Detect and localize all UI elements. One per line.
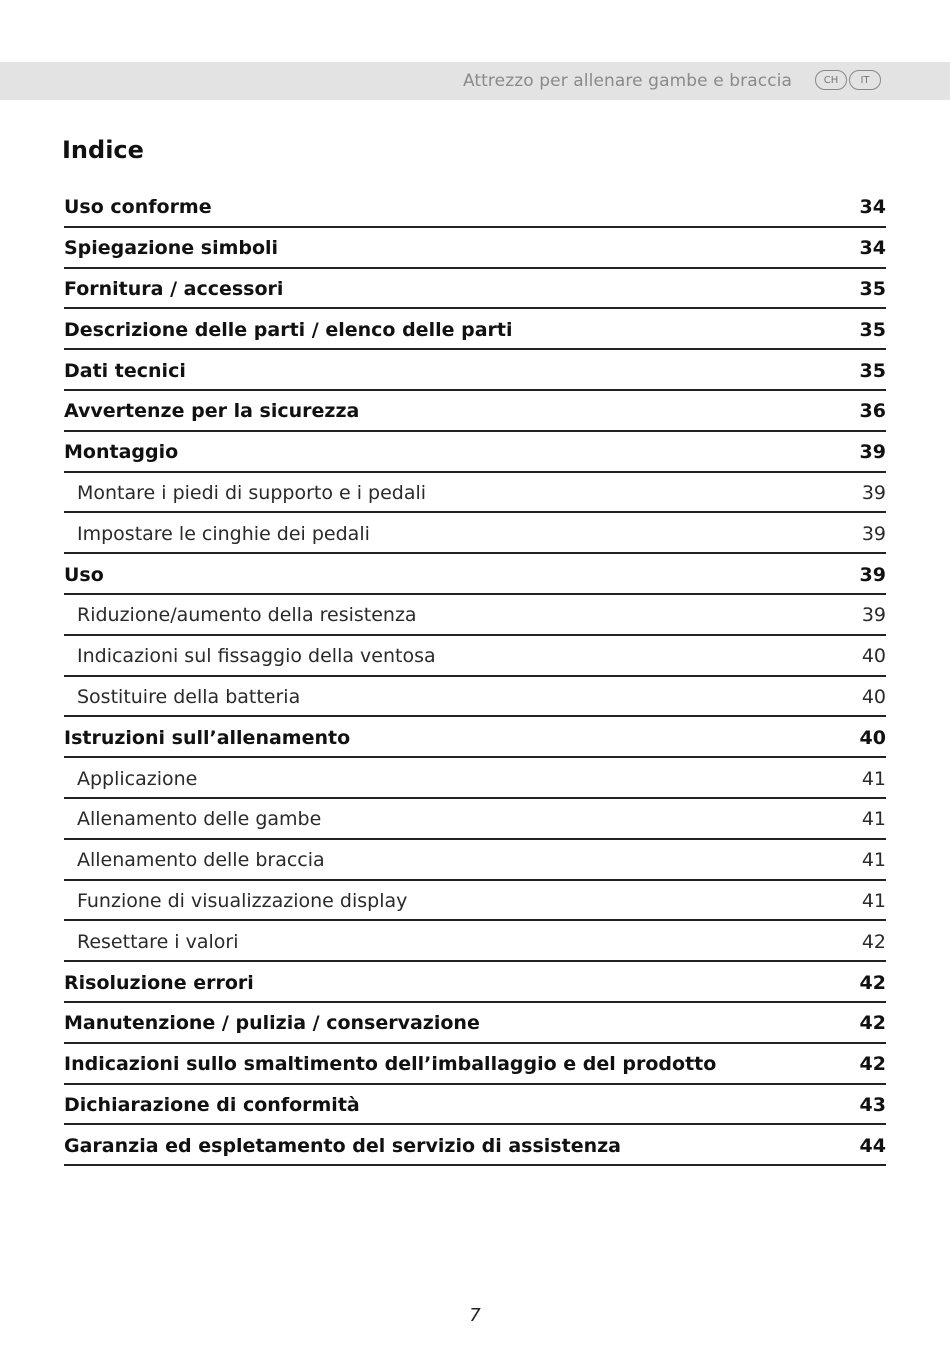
toc-entry-page: 34 — [859, 237, 886, 260]
toc-entry-label: Allenamento delle braccia — [77, 849, 325, 872]
toc-entry-label: Fornitura / accessori — [64, 277, 284, 300]
toc-entry-page: 39 — [859, 441, 886, 464]
toc-entry-label: Dati tecnici — [64, 359, 186, 382]
toc-entry-page: 42 — [859, 1012, 886, 1035]
toc-entry-label: Montare i piedi di supporto e i pedali — [77, 481, 427, 504]
toc-entry[interactable] — [64, 801, 886, 840]
page-title: Indice — [62, 136, 144, 164]
toc-entry-page: 41 — [861, 767, 886, 790]
toc-entry[interactable] — [64, 556, 886, 595]
toc-entry-label: Garanzia ed espletamento del servizio di assistenza — [64, 1134, 621, 1157]
toc-entry-label: Avvertenze per la sicurezza — [64, 400, 360, 423]
toc-entry[interactable] — [64, 393, 886, 432]
toc-entry[interactable] — [64, 1087, 886, 1126]
toc-entry-page: 40 — [859, 726, 886, 749]
toc-entry-page: 44 — [859, 1134, 886, 1157]
toc-entry-label: Uso conforme — [64, 196, 212, 219]
toc-entry[interactable] — [64, 475, 886, 514]
toc-entry-page: 42 — [861, 930, 886, 953]
header-title: Attrezzo per allenare gambe e braccia — [462, 71, 792, 91]
toc-entry-page: 36 — [859, 400, 886, 423]
toc-entry-page: 35 — [859, 277, 886, 300]
toc-entry[interactable] — [64, 923, 886, 962]
toc-entry-label: Dichiarazione di conformità — [64, 1093, 360, 1116]
toc-entry-label: Indicazioni sul fissaggio della ventosa — [77, 645, 436, 668]
toc-entry-label: Allenamento delle gambe — [77, 808, 322, 831]
toc-entry[interactable] — [64, 760, 886, 799]
toc-entry[interactable] — [64, 883, 886, 922]
toc-entry-page: 42 — [859, 971, 886, 994]
table-of-contents — [64, 189, 886, 1166]
toc-entry[interactable] — [64, 842, 886, 881]
toc-entry[interactable] — [64, 1127, 886, 1166]
toc-entry-page: 34 — [859, 196, 886, 219]
toc-entry-label: Impostare le cinghie dei pedali — [77, 522, 370, 545]
toc-entry[interactable] — [64, 679, 886, 718]
toc-entry[interactable] — [64, 271, 886, 310]
toc-entry[interactable] — [64, 515, 886, 554]
toc-entry[interactable] — [64, 352, 886, 391]
toc-entry-label: Indicazioni sullo smaltimento dell’imballaggio e del prodotto — [64, 1053, 717, 1076]
toc-entry-label: Riduzione/aumento della resistenza — [77, 604, 417, 627]
toc-entry-page: 40 — [861, 645, 886, 668]
toc-entry-page: 40 — [861, 685, 886, 708]
toc-entry-label: Spiegazione simboli — [64, 237, 279, 260]
toc-entry-page: 35 — [859, 359, 886, 382]
toc-entry-page: 41 — [861, 849, 886, 872]
toc-entry[interactable] — [64, 597, 886, 636]
toc-entry[interactable] — [64, 719, 886, 758]
toc-entry-label: Funzione di visualizzazione display — [77, 889, 408, 912]
toc-entry-label: Istruzioni sull’allenamento — [64, 726, 351, 749]
toc-entry[interactable] — [64, 434, 886, 473]
toc-entry[interactable] — [64, 964, 886, 1003]
toc-entry[interactable] — [64, 1046, 886, 1085]
language-badge-it: IT — [849, 70, 881, 90]
page-number: 7 — [469, 1305, 481, 1326]
country-badge-ch: CH — [815, 70, 847, 90]
toc-entry-label: Applicazione — [77, 767, 198, 790]
toc-entry-label: Risoluzione errori — [64, 971, 254, 994]
toc-entry-label: Sostituire della batteria — [77, 685, 301, 708]
toc-entry-page: 41 — [861, 889, 886, 912]
toc-entry-page: 39 — [861, 604, 886, 627]
toc-entry-page: 39 — [861, 481, 886, 504]
toc-entry[interactable] — [64, 311, 886, 350]
toc-entry[interactable] — [64, 189, 886, 228]
toc-entry[interactable] — [64, 638, 886, 677]
toc-entry-label: Resettare i valori — [77, 930, 239, 953]
toc-entry-page: 42 — [859, 1053, 886, 1076]
toc-entry-page: 35 — [859, 318, 886, 341]
toc-entry-page: 39 — [861, 522, 886, 545]
language-badges — [815, 70, 881, 90]
toc-entry[interactable] — [64, 230, 886, 269]
toc-entry-page: 39 — [859, 563, 886, 586]
toc-entry-page: 41 — [861, 808, 886, 831]
toc-entry-label: Uso — [64, 563, 104, 586]
toc-entry-label: Descrizione delle parti / elenco delle parti — [64, 318, 513, 341]
toc-entry-label: Manutenzione / pulizia / conservazione — [64, 1012, 480, 1035]
toc-entry[interactable] — [64, 1005, 886, 1044]
toc-entry-page: 43 — [859, 1093, 886, 1116]
toc-entry-label: Montaggio — [64, 441, 179, 464]
